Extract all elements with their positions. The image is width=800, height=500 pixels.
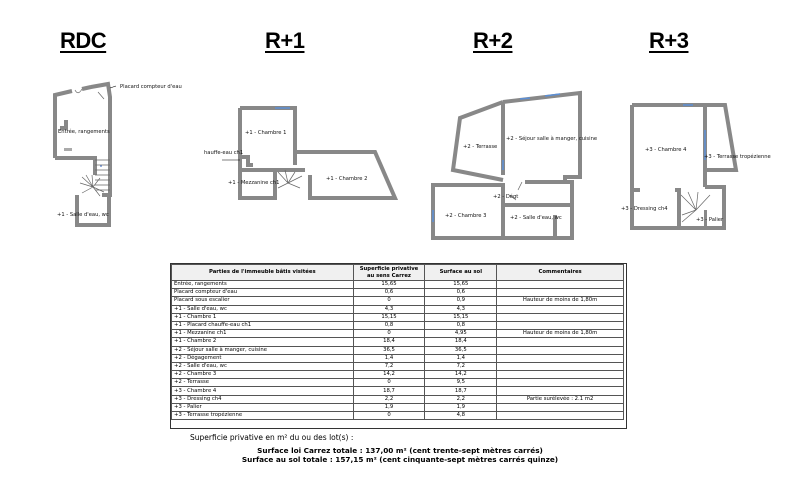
- cell-carrez: 2,2: [353, 395, 425, 403]
- cell-carrez: 4,3: [353, 305, 425, 313]
- table-row: [172, 289, 624, 297]
- label-chambre4: +3 - Chambre 4: [645, 147, 687, 153]
- table-header-row: [172, 265, 624, 281]
- cell-carrez: 0,8: [353, 321, 425, 329]
- cell-partie: +1 - Chambre 2: [172, 338, 354, 346]
- cell-sol: 4,8: [425, 412, 497, 420]
- cell-partie: +1 - Chambre 1: [172, 313, 354, 321]
- cell-partie: Entrée, rangements: [172, 281, 354, 289]
- cell-sol: 14,2: [425, 371, 497, 379]
- cell-partie: Placard sous escalier: [172, 297, 354, 305]
- cell-carrez: 1,4: [353, 354, 425, 362]
- header-sol: Surface au sol: [425, 265, 497, 281]
- label-salle-eau-r2: +2 - Salle d'eau, wc: [510, 215, 562, 221]
- cell-commentaire: Hauteur de moins de 1,80m: [497, 330, 624, 338]
- table-row: [172, 321, 624, 329]
- label-dressing: +3 - Dressing ch4: [621, 206, 668, 212]
- table-row: [172, 412, 624, 420]
- cell-sol: 0,6: [425, 289, 497, 297]
- table-row: [172, 338, 624, 346]
- cell-commentaire: [497, 281, 624, 289]
- cell-sol: 1,9: [425, 403, 497, 411]
- table-row: [172, 403, 624, 411]
- label-terrasse-tropezienne: +3 - Terrasse tropézienne: [704, 154, 771, 160]
- cell-sol: 15,65: [425, 281, 497, 289]
- plan-r3: [621, 105, 771, 228]
- cell-partie: +3 - Palier: [172, 403, 354, 411]
- cell-commentaire: [497, 346, 624, 354]
- cell-partie: +2 - Séjour salle à manger, cuisine: [172, 346, 354, 354]
- floor-title-rdc: RDC: [60, 28, 107, 53]
- label-chambre2: +1 - Chambre 2: [326, 176, 368, 182]
- cell-carrez: 0: [353, 412, 425, 420]
- cell-commentaire: [497, 362, 624, 370]
- cell-sol: 2,2: [425, 395, 497, 403]
- cell-commentaire: [497, 403, 624, 411]
- cell-carrez: 18,4: [353, 338, 425, 346]
- cell-partie: +2 - Chambre 3: [172, 371, 354, 379]
- table-row: [172, 330, 624, 338]
- cell-carrez: 15,15: [353, 313, 425, 321]
- cell-commentaire: [497, 371, 624, 379]
- cell-commentaire: [497, 321, 624, 329]
- cell-partie: +2 - Salle d'eau, wc: [172, 362, 354, 370]
- label-rdc-salle-eau: +1 - Salle d'eau, wc: [57, 212, 109, 218]
- label-sejour: +2 - Séjour salle à manger, cuisine: [506, 136, 598, 142]
- cell-commentaire: Partie surélevée : 2.1 m2: [497, 395, 624, 403]
- cell-sol: 18,4: [425, 338, 497, 346]
- floor-title-r1: R+1: [265, 28, 305, 53]
- cell-partie: +2 - Terrasse: [172, 379, 354, 387]
- table-row: [172, 281, 624, 289]
- cell-sol: 18,7: [425, 387, 497, 395]
- label-degt: +2 - Dégt: [493, 194, 519, 200]
- cell-carrez: 0: [353, 330, 425, 338]
- header-commentaires: Commentaires: [497, 265, 624, 281]
- cell-partie: Placard compteur d'eau: [172, 289, 354, 297]
- table-row: [172, 362, 624, 370]
- table-row: [172, 387, 624, 395]
- cell-partie: +1 - Placard chauffe-eau ch1: [172, 321, 354, 329]
- cell-commentaire: [497, 289, 624, 297]
- cell-commentaire: [497, 412, 624, 420]
- cell-commentaire: [497, 338, 624, 346]
- label-palier: +3 - Palier: [696, 217, 724, 223]
- label-chauffe-eau: hauffe-eau ch1: [204, 150, 244, 156]
- surface-table: [171, 264, 624, 420]
- cell-carrez: 36,5: [353, 346, 425, 354]
- cell-carrez: 14,2: [353, 371, 425, 379]
- table-row: [172, 379, 624, 387]
- cell-sol: 0,8: [425, 321, 497, 329]
- cell-sol: 4,3: [425, 305, 497, 313]
- table-row: [172, 305, 624, 313]
- cell-carrez: 15,65: [353, 281, 425, 289]
- cell-sol: 4,95: [425, 330, 497, 338]
- floor-title-r3: R+3: [649, 28, 689, 53]
- plan-rdc: [55, 84, 182, 225]
- table-row: [172, 346, 624, 354]
- cell-partie: +1 - Mezzanine ch1: [172, 330, 354, 338]
- cell-partie: +2 - Dégagement: [172, 354, 354, 362]
- cell-carrez: 0: [353, 379, 425, 387]
- table-row: [172, 354, 624, 362]
- plan-r1: [204, 108, 395, 198]
- cell-commentaire: [497, 313, 624, 321]
- cell-carrez: 0,6: [353, 289, 425, 297]
- cell-partie: +3 - Terrasse tropézienne: [172, 412, 354, 420]
- carrez-total: Surface loi Carrez totale : 137,00 m² (cent trente-sept mètres carrés): [257, 446, 543, 455]
- table-row: [172, 297, 624, 305]
- cell-carrez: 7,2: [353, 362, 425, 370]
- table-row: [172, 395, 624, 403]
- cell-sol: 36,5: [425, 346, 497, 354]
- cell-sol: 9,5: [425, 379, 497, 387]
- cell-carrez: 0: [353, 297, 425, 305]
- cell-partie: +3 - Chambre 4: [172, 387, 354, 395]
- label-chambre1: +1 - Chambre 1: [245, 130, 287, 136]
- cell-sol: 15,15: [425, 313, 497, 321]
- cell-sol: 0,9: [425, 297, 497, 305]
- cell-commentaire: [497, 354, 624, 362]
- summary-intro: Superficie privative en m² du ou des lot(s) :: [190, 433, 354, 442]
- cell-partie: +1 - Salle d'eau, wc: [172, 305, 354, 313]
- header-parties: Parties de l'immeuble bâtis visitées: [172, 265, 354, 281]
- plan-r2: [433, 93, 597, 238]
- cell-commentaire: [497, 379, 624, 387]
- sol-total: Surface au sol totale : 157,15 m² (cent cinquante-sept mètres carrés quinze): [241, 455, 559, 464]
- label-terrasse-r2: +2 - Terrasse: [463, 144, 498, 150]
- table-row: [172, 313, 624, 321]
- cell-commentaire: [497, 387, 624, 395]
- label-placard-compteur: Placard compteur d'eau: [120, 84, 182, 90]
- floor-title-r2: R+2: [473, 28, 513, 53]
- cell-carrez: 18,7: [353, 387, 425, 395]
- label-mezzanine: +1 - Mezzanine ch1: [228, 180, 280, 186]
- cell-commentaire: Hauteur de moins de 1,80m: [497, 297, 624, 305]
- cell-commentaire: [497, 305, 624, 313]
- label-chambre3: +2 - Chambre 3: [445, 213, 487, 219]
- label-entree: Entrée, rangements: [58, 129, 110, 135]
- cell-partie: +3 - Dressing ch4: [172, 395, 354, 403]
- cell-carrez: 1,9: [353, 403, 425, 411]
- header-carrez: Superficie privative au sens Carrez: [353, 265, 425, 281]
- cell-sol: 7,2: [425, 362, 497, 370]
- cell-sol: 1,4: [425, 354, 497, 362]
- table-row: [172, 371, 624, 379]
